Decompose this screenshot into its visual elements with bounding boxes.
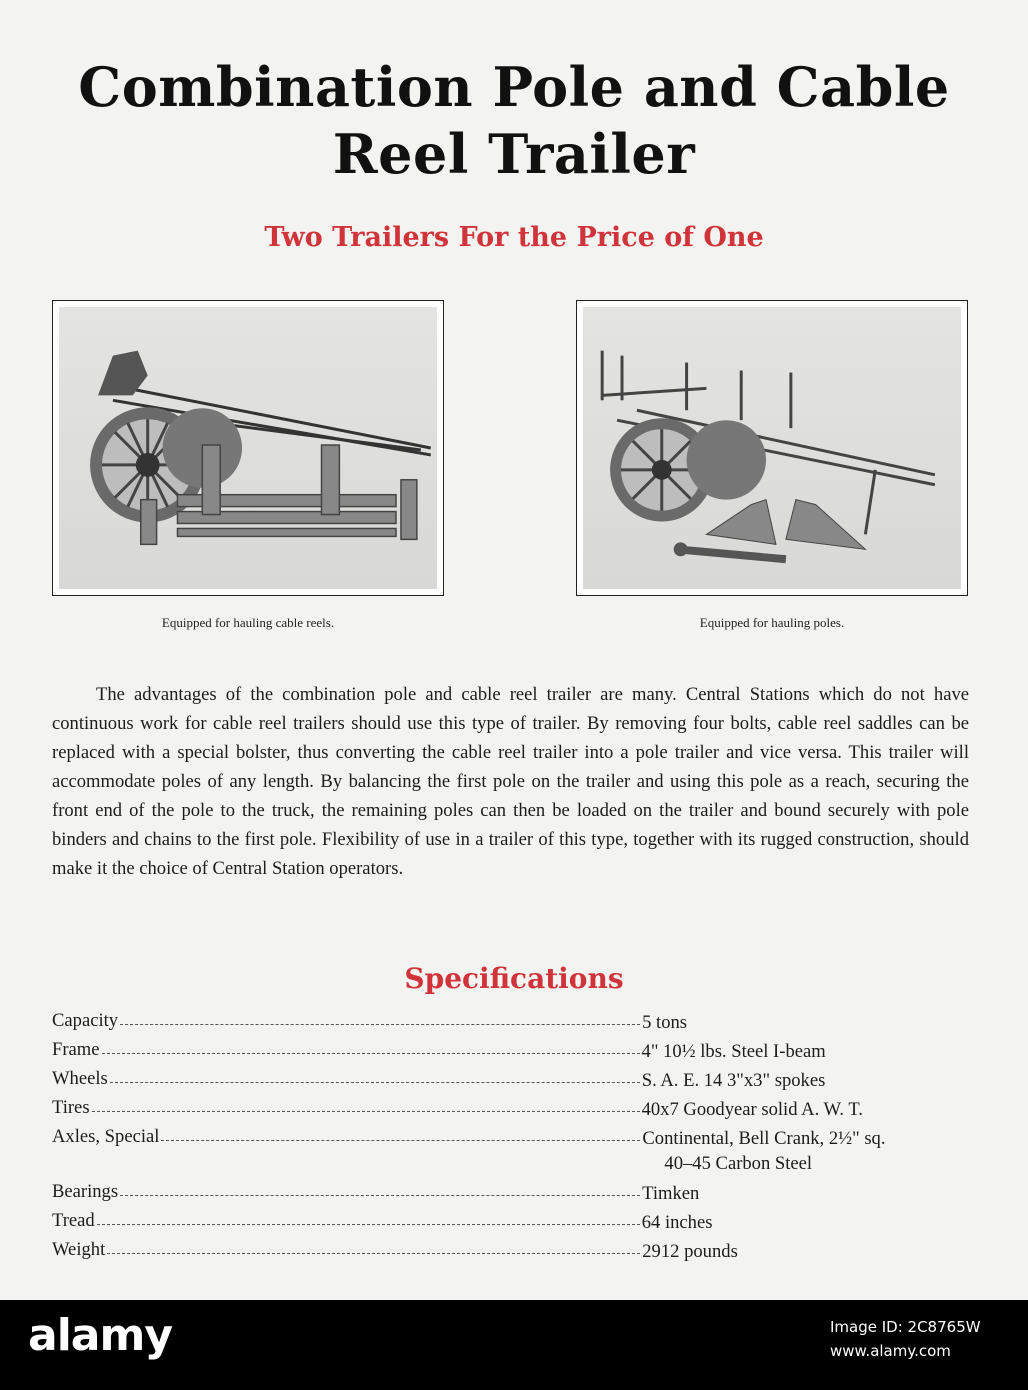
spec-label: Frame xyxy=(52,1039,100,1060)
spec-leader xyxy=(120,1010,640,1025)
spec-row-weight xyxy=(52,1239,982,1268)
spec-value: 64 inches xyxy=(641,1212,713,1233)
spec-label: Bearings xyxy=(52,1181,119,1202)
spec-label: Wheels xyxy=(52,1068,108,1089)
spec-label: Tread xyxy=(52,1210,95,1231)
image-id-label: Image ID: 2C8765W xyxy=(830,1318,981,1336)
spec-row-tread xyxy=(52,1210,982,1239)
spec-leader xyxy=(107,1239,640,1254)
spec-row-axles xyxy=(52,1126,982,1181)
spec-leader xyxy=(120,1181,640,1196)
spec-value: S. A. E. 14 3"x3" spokes xyxy=(641,1070,826,1091)
photo-cable-reel-trailer xyxy=(52,300,444,596)
spec-label: Capacity xyxy=(52,1010,119,1031)
spec-value: 5 tons xyxy=(642,1012,688,1033)
spec-leader xyxy=(110,1068,640,1083)
body-paragraph: The advantages of the combination pole and cable reel trailer are many. Central Stations which do not have continuous work for cable reel trailers should use this type of trailer. By removing four bolts, cable reel saddles can be replaced with a special bolster, thus converting the cable reel trailer into a pole trailer and vice versa. This trailer will accommodate poles of any length. By balancing the first pole on the trailer and using this pole as a reach, securing the front end of the pole to the truck, the remaining poles can then be loaded on the trailer and bound securely with pole binders and chains to the first pole. Flexibility of use in a trailer of this type, together with its rugged construction, should make it the choice of Central Station operators. xyxy=(52,684,969,879)
specifications-table xyxy=(52,1010,982,1268)
page-subtitle: Two Trailers For the Price of One xyxy=(264,222,764,253)
spec-leader xyxy=(161,1126,640,1141)
page-title-line-1: Combination Pole and Cable xyxy=(78,55,950,119)
alamy-logo[interactable]: alamy xyxy=(28,1310,172,1361)
spec-value: 4" 10½ lbs. Steel I-beam xyxy=(641,1041,826,1062)
spec-row-frame xyxy=(52,1039,982,1068)
cable-reel-trailer-illustration xyxy=(53,301,443,595)
spec-row-tires xyxy=(52,1097,982,1126)
spec-leader xyxy=(102,1039,640,1054)
footer-url-link[interactable]: www.alamy.com xyxy=(830,1342,951,1360)
spec-value: 2912 pounds xyxy=(642,1241,738,1262)
photo-pole-trailer xyxy=(576,300,968,596)
spec-label: Weight xyxy=(52,1239,106,1260)
spec-label: Axles, Special xyxy=(52,1126,160,1147)
pole-trailer-illustration xyxy=(577,301,967,595)
caption-cable-reels: Equipped for hauling cable reels. xyxy=(161,615,335,630)
spec-leader xyxy=(92,1097,640,1112)
page-title-line-2: Reel Trailer xyxy=(332,122,696,186)
spec-row-bearings xyxy=(52,1181,982,1210)
spec-value: 40x7 Goodyear solid A. W. T. xyxy=(641,1099,863,1120)
spec-value-continued: 40–45 Carbon Steel xyxy=(664,1153,813,1174)
spec-leader xyxy=(97,1210,640,1225)
spec-value: Continental, Bell Crank, 2½" sq. 40–45 Carbon Steel xyxy=(642,1128,886,1174)
spec-value: Timken xyxy=(642,1183,700,1204)
specifications-heading: Specifications xyxy=(404,962,624,995)
caption-poles: Equipped for hauling poles. xyxy=(699,615,845,630)
spec-row-wheels xyxy=(52,1068,982,1097)
spec-row-capacity xyxy=(52,1010,982,1039)
spec-label: Tires xyxy=(52,1097,90,1118)
